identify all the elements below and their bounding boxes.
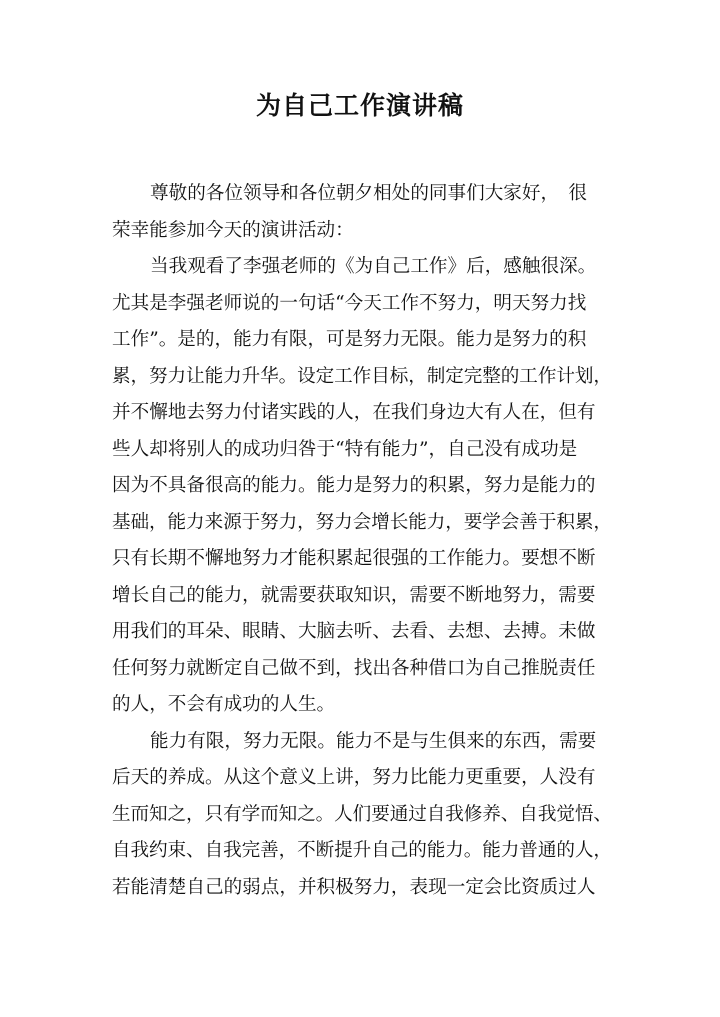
text-line: 能力有限，努力无限。能力不是与生俱来的东西，需要 [150,730,597,752]
document-title: 为自己工作演讲稿 [255,91,464,120]
text-line: 增长自己的能力，就需要获取知识，需要不断地努力，需要 [112,584,596,606]
text-line: 若能清楚自己的弱点，并积极努力，表现一定会比资质过人 [112,876,596,898]
text-line: 些人却将别人的成功归咎于“特有能力”，自己没有成功是 [112,438,578,460]
text-line: 当我观看了李强老师的《为自己工作》后，感触很深。 [150,256,597,277]
text-line: 累，努力让能力升华。设定工作目标，制定完整的工作计划， [112,365,612,387]
text-line: 工作”。是的，能力有限，可是努力无限。能力是努力的积 [112,329,587,350]
text-line: 生而知之，只有学而知之。人们要通过自我修养、自我觉悟、 [112,803,612,825]
text-line: 用我们的耳朵、眼睛、大脑去听、去看、去想、去搏。未做 [112,621,596,642]
text-line: 任何努力就断定自己做不到，找出各种借口为自己推脱责任 [112,657,596,679]
document-body [112,176,612,906]
text-line: 尤其是李强老师说的一句话“今天工作不努力，明天努力找 [112,292,587,314]
text-line: 的人，不会有成功的人生。 [112,694,336,715]
text-line: 基础，能力来源于努力，努力会增长能力，要学会善于积累， [112,511,612,533]
text-line: 尊敬的各位领导和各位朝夕相处的同事们大家好， 很 [150,183,587,204]
text-line: 因为不具备很高的能力。能力是努力的积累，努力是能力的 [112,475,596,496]
text-line: 并不懈地去努力付诸实践的人，在我们身边大有人在，但有 [112,402,596,423]
text-line: 荣幸能参加今天的演讲活动： [112,219,354,241]
text-line: 自我约束、自我完善，不断提升自己的能力。能力普通的人， [112,840,612,861]
text-line: 只有长期不懈地努力才能积累起很强的工作能力。要想不断 [112,548,596,569]
text-line: 后天的养成。从这个意义上讲，努力比能力更重要，人没有 [112,767,596,788]
